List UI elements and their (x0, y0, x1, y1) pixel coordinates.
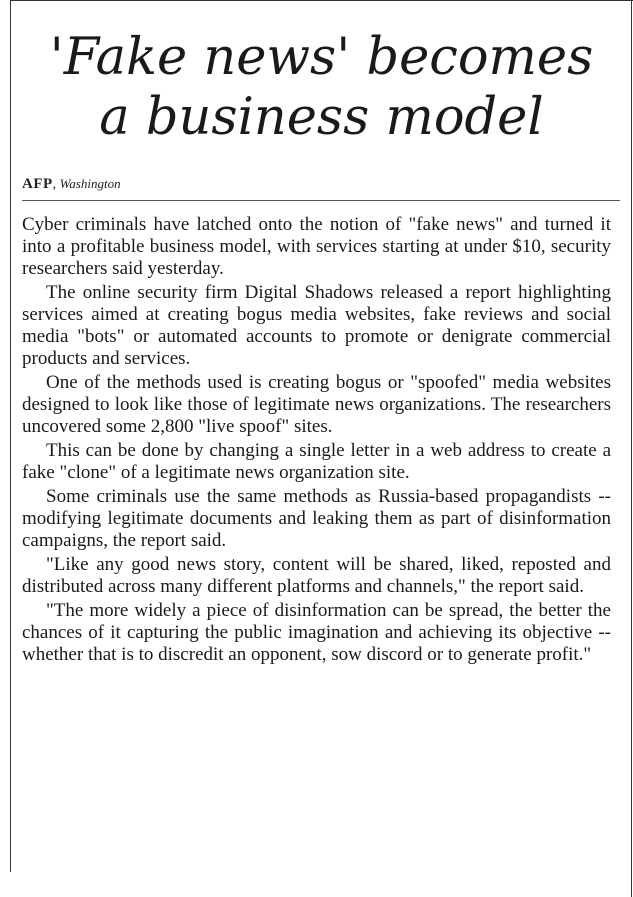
byline-separator: , (52, 177, 57, 192)
right-column-rule (631, 0, 632, 897)
headline (24, 28, 619, 148)
article-paragraph-3: One of the methods used is creating bogus or "spoofed" media websites designed to look like those of legitimate news organizations. The researchers uncovered some 2,800 "live spoof" sites. (22, 372, 611, 437)
article-paragraph-6: "Like any good news story, content will be shared, liked, reposted and distributed across many different platforms and channels," the report said. (22, 554, 611, 597)
byline-agency: AFP (22, 176, 53, 192)
left-column-rule (10, 0, 11, 872)
headline-line-2: a business model (99, 88, 544, 147)
byline (22, 176, 121, 193)
article-paragraph-4: This can be done by changing a single letter in a web address to create a fake "clone" of a legitimate news organization site. (22, 440, 611, 483)
article-body (22, 214, 611, 668)
top-border-rule (10, 0, 633, 1)
byline-divider (22, 200, 620, 201)
article-paragraph-7: "The more widely a piece of disinformation can be spread, the better the chances of it capturing the public imagination and achieving its objective -- whether that is to discredit an opponent, sow discord or to generate profit." (22, 600, 611, 665)
headline-line-1: 'Fake news' becomes (49, 28, 594, 87)
article-paragraph-1: Cyber criminals have latched onto the notion of "fake news" and turned it into a profitable business model, with services starting at under $10, security researchers said yesterday. (22, 214, 611, 279)
article-paragraph-2: The online security firm Digital Shadows released a report highlighting services aimed at creating bogus media websites, fake reviews and social media "bots" or automated accounts to promote or denigrate commercial products and services. (22, 282, 611, 369)
article-paragraph-5: Some criminals use the same methods as Russia-based propagandists -- modifying legitimate documents and leaking them as part of disinformation campaigns, the report said. (22, 486, 611, 551)
byline-dateline: Washington (59, 176, 121, 191)
